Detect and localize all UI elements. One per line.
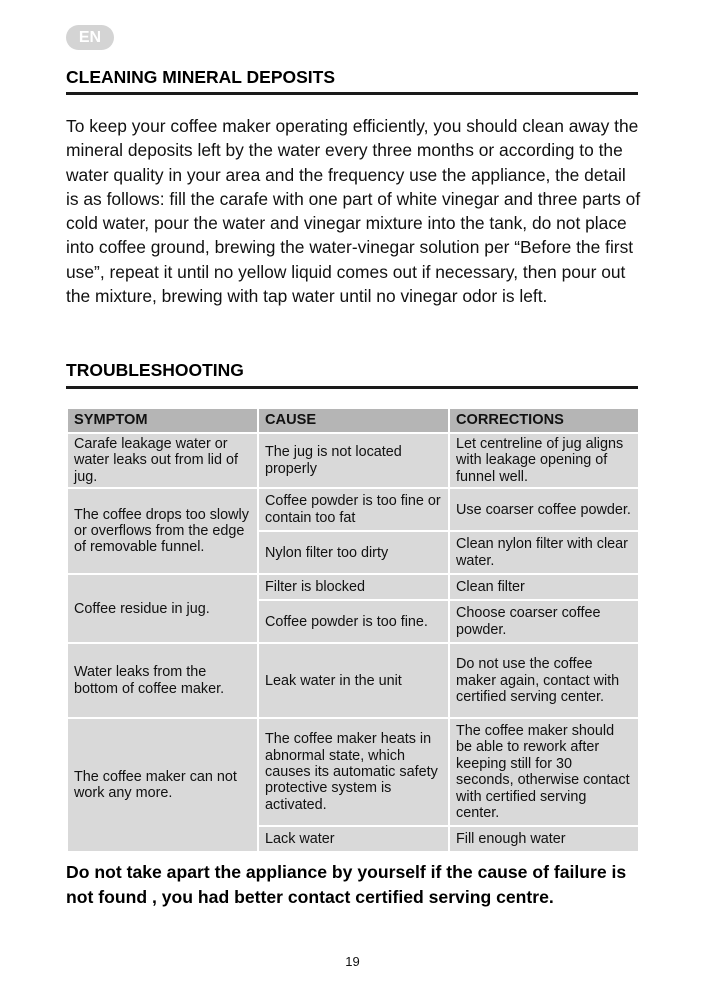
correction-cell: Clean filter: [449, 574, 639, 600]
symptom-cell: The coffee drops too slowly or overflows from the edge of removable funnel.: [67, 488, 258, 574]
troubleshooting-section-title: TROUBLESHOOTING: [66, 360, 244, 380]
cause-cell: The jug is not located properly: [258, 433, 449, 488]
cause-cell: Filter is blocked: [258, 574, 449, 600]
correction-cell: Choose coarser coffee powder.: [449, 600, 639, 643]
cause-cell: Nylon filter too dirty: [258, 531, 449, 574]
correction-cell: Clean nylon filter with clear water.: [449, 531, 639, 574]
safety-warning: Do not take apart the appliance by yourself if the cause of failure is not found , you had better contact certified serving centre.: [66, 862, 627, 907]
troubleshooting-table: [66, 407, 640, 853]
cleaning-instructions-paragraph: To keep your coffee maker operating efficiently, you should clean away the mineral deposits left by the water every three months or according to the water quality in your area and the frequency use the appliance, the detail is as follows: fill the carafe with one part of white vinegar and three parts of cold water, pour the water and vinegar mixture into the tank, do not place into coffee ground, brewing the water-vinegar solution per “Before the first use”, repeat it until no yellow liquid comes out if necessary, then pour out the mixture, brewing with tap water until no vinegar odor is left.: [66, 116, 641, 307]
corrections-column-header: CORRECTIONS: [449, 408, 639, 433]
correction-cell: Do not use the coffee maker again, contact with certified serving center.: [449, 643, 639, 718]
cause-cell: Leak water in the unit: [258, 643, 449, 718]
table-row: [67, 488, 639, 531]
symptom-cell: The coffee maker can not work any more.: [67, 718, 258, 852]
language-badge: EN: [66, 25, 114, 50]
cause-cell: Lack water: [258, 826, 449, 852]
cleaning-section-title: CLEANING MINERAL DEPOSITS: [66, 67, 336, 87]
symptom-column-header: SYMPTOM: [67, 408, 258, 433]
correction-cell: The coffee maker should be able to rework after keeping still for 30 seconds, otherwise contact with certified serving center.: [449, 718, 639, 826]
cause-column-header: CAUSE: [258, 408, 449, 433]
symptom-cell: Coffee residue in jug.: [67, 574, 258, 643]
symptom-cell: Carafe leakage water or water leaks out from lid of jug.: [67, 433, 258, 488]
correction-cell: Use coarser coffee powder.: [449, 488, 639, 531]
table-row: [67, 433, 639, 488]
table-row: [67, 643, 639, 718]
correction-cell: Fill enough water: [449, 826, 639, 852]
correction-cell: Let centreline of jug aligns with leakage opening of funnel well.: [449, 433, 639, 488]
cause-cell: The coffee maker heats in abnormal state, which causes its automatic safety protective system is activated.: [258, 718, 449, 826]
table-row: [67, 718, 639, 826]
table-row: [67, 574, 639, 600]
table-header-row: [67, 408, 639, 433]
troubleshooting-section-divider: [66, 386, 638, 389]
symptom-cell: Water leaks from the bottom of coffee maker.: [67, 643, 258, 718]
cause-cell: Coffee powder is too fine or contain too fat: [258, 488, 449, 531]
cleaning-section-divider: [66, 92, 638, 95]
cause-cell: Coffee powder is too fine.: [258, 600, 449, 643]
page-number: 19: [345, 954, 360, 969]
